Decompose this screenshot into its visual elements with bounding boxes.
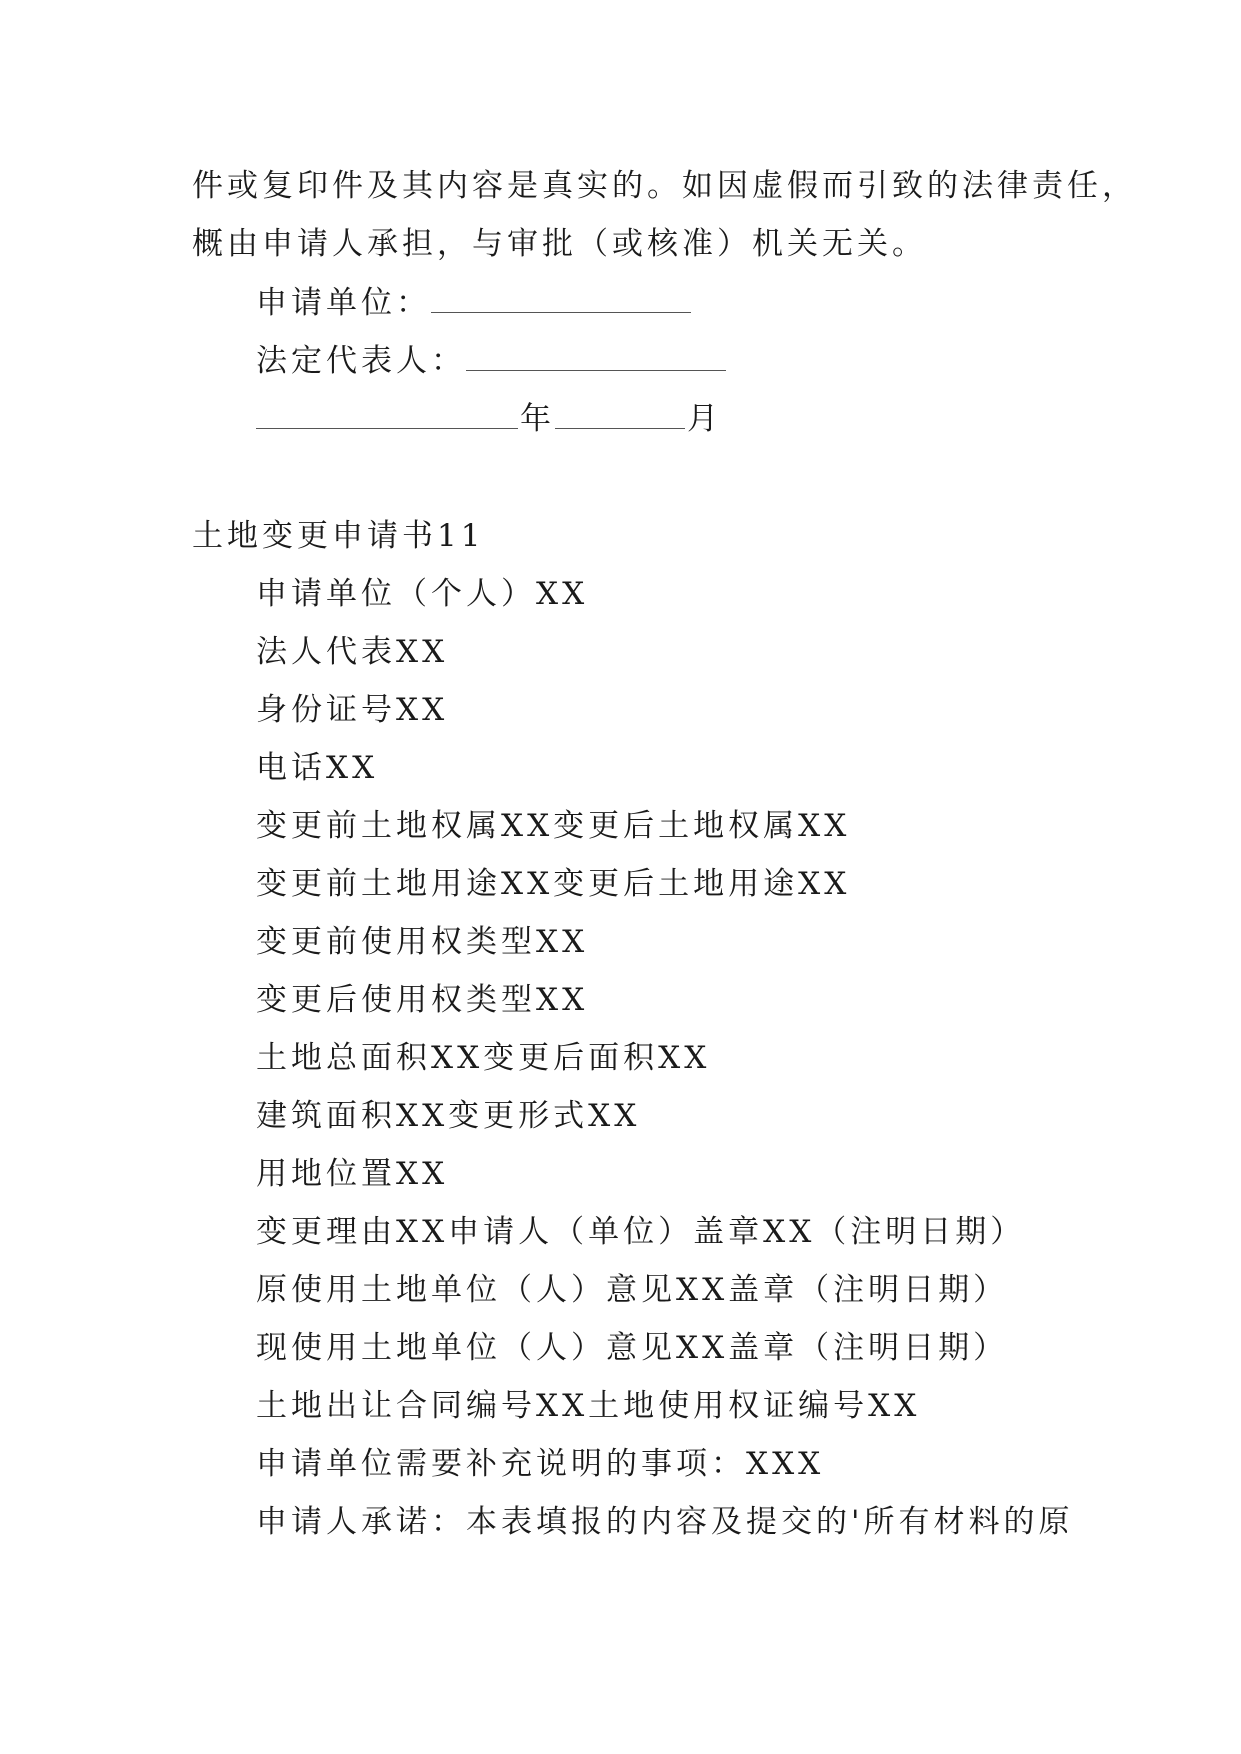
signature-year-blank[interactable] — [256, 406, 518, 429]
signature-month-label: 月 — [687, 401, 722, 437]
form-line: 申请单位（个人）XX — [256, 576, 589, 612]
form-line: 变更前使用权类型XX — [256, 924, 589, 960]
signature-unit-label: 申请单位： — [256, 285, 431, 321]
form-line: 建筑面积XX变更形式XX — [256, 1098, 641, 1134]
signature-unit-blank[interactable] — [431, 290, 691, 313]
intro-line-2: 概由申请人承担，与审批（或核准）机关无关。 — [192, 226, 927, 262]
form-line: 现使用土地单位（人）意见XX盖章（注明日期） — [256, 1330, 1009, 1366]
signature-date-row — [256, 399, 722, 439]
signature-rep-blank[interactable] — [466, 348, 726, 371]
signature-month-blank[interactable] — [555, 406, 685, 429]
signature-unit-row — [256, 283, 693, 323]
form-line: 身份证号XX — [256, 692, 449, 728]
form-line: 变更理由XX申请人（单位）盖章XX（注明日期） — [256, 1214, 1026, 1250]
signature-year-label: 年 — [520, 401, 555, 437]
form-line: 土地出让合同编号XX土地使用权证编号XX — [256, 1388, 921, 1424]
form-line: 法人代表XX — [256, 634, 449, 670]
form-line: 土地总面积XX变更后面积XX — [256, 1040, 711, 1076]
signature-rep-label: 法定代表人： — [256, 343, 466, 379]
intro-line-1: 件或复印件及其内容是真实的。如因虚假而引致的法律责任， — [192, 168, 1137, 204]
form-line: 申请人承诺：本表填报的内容及提交的'所有材料的原 — [256, 1504, 1074, 1540]
form-line: 原使用土地单位（人）意见XX盖章（注明日期） — [256, 1272, 1009, 1308]
form-line: 变更后使用权类型XX — [256, 982, 589, 1018]
form-title: 土地变更申请书11 — [192, 518, 485, 554]
form-line: 变更前土地用途XX变更后土地用途XX — [256, 866, 851, 902]
form-line: 用地位置XX — [256, 1156, 449, 1192]
signature-rep-row — [256, 341, 728, 381]
form-line: 申请单位需要补充说明的事项：XXX — [256, 1446, 825, 1482]
form-line: 变更前土地权属XX变更后土地权属XX — [256, 808, 851, 844]
form-line: 电话XX — [256, 750, 379, 786]
